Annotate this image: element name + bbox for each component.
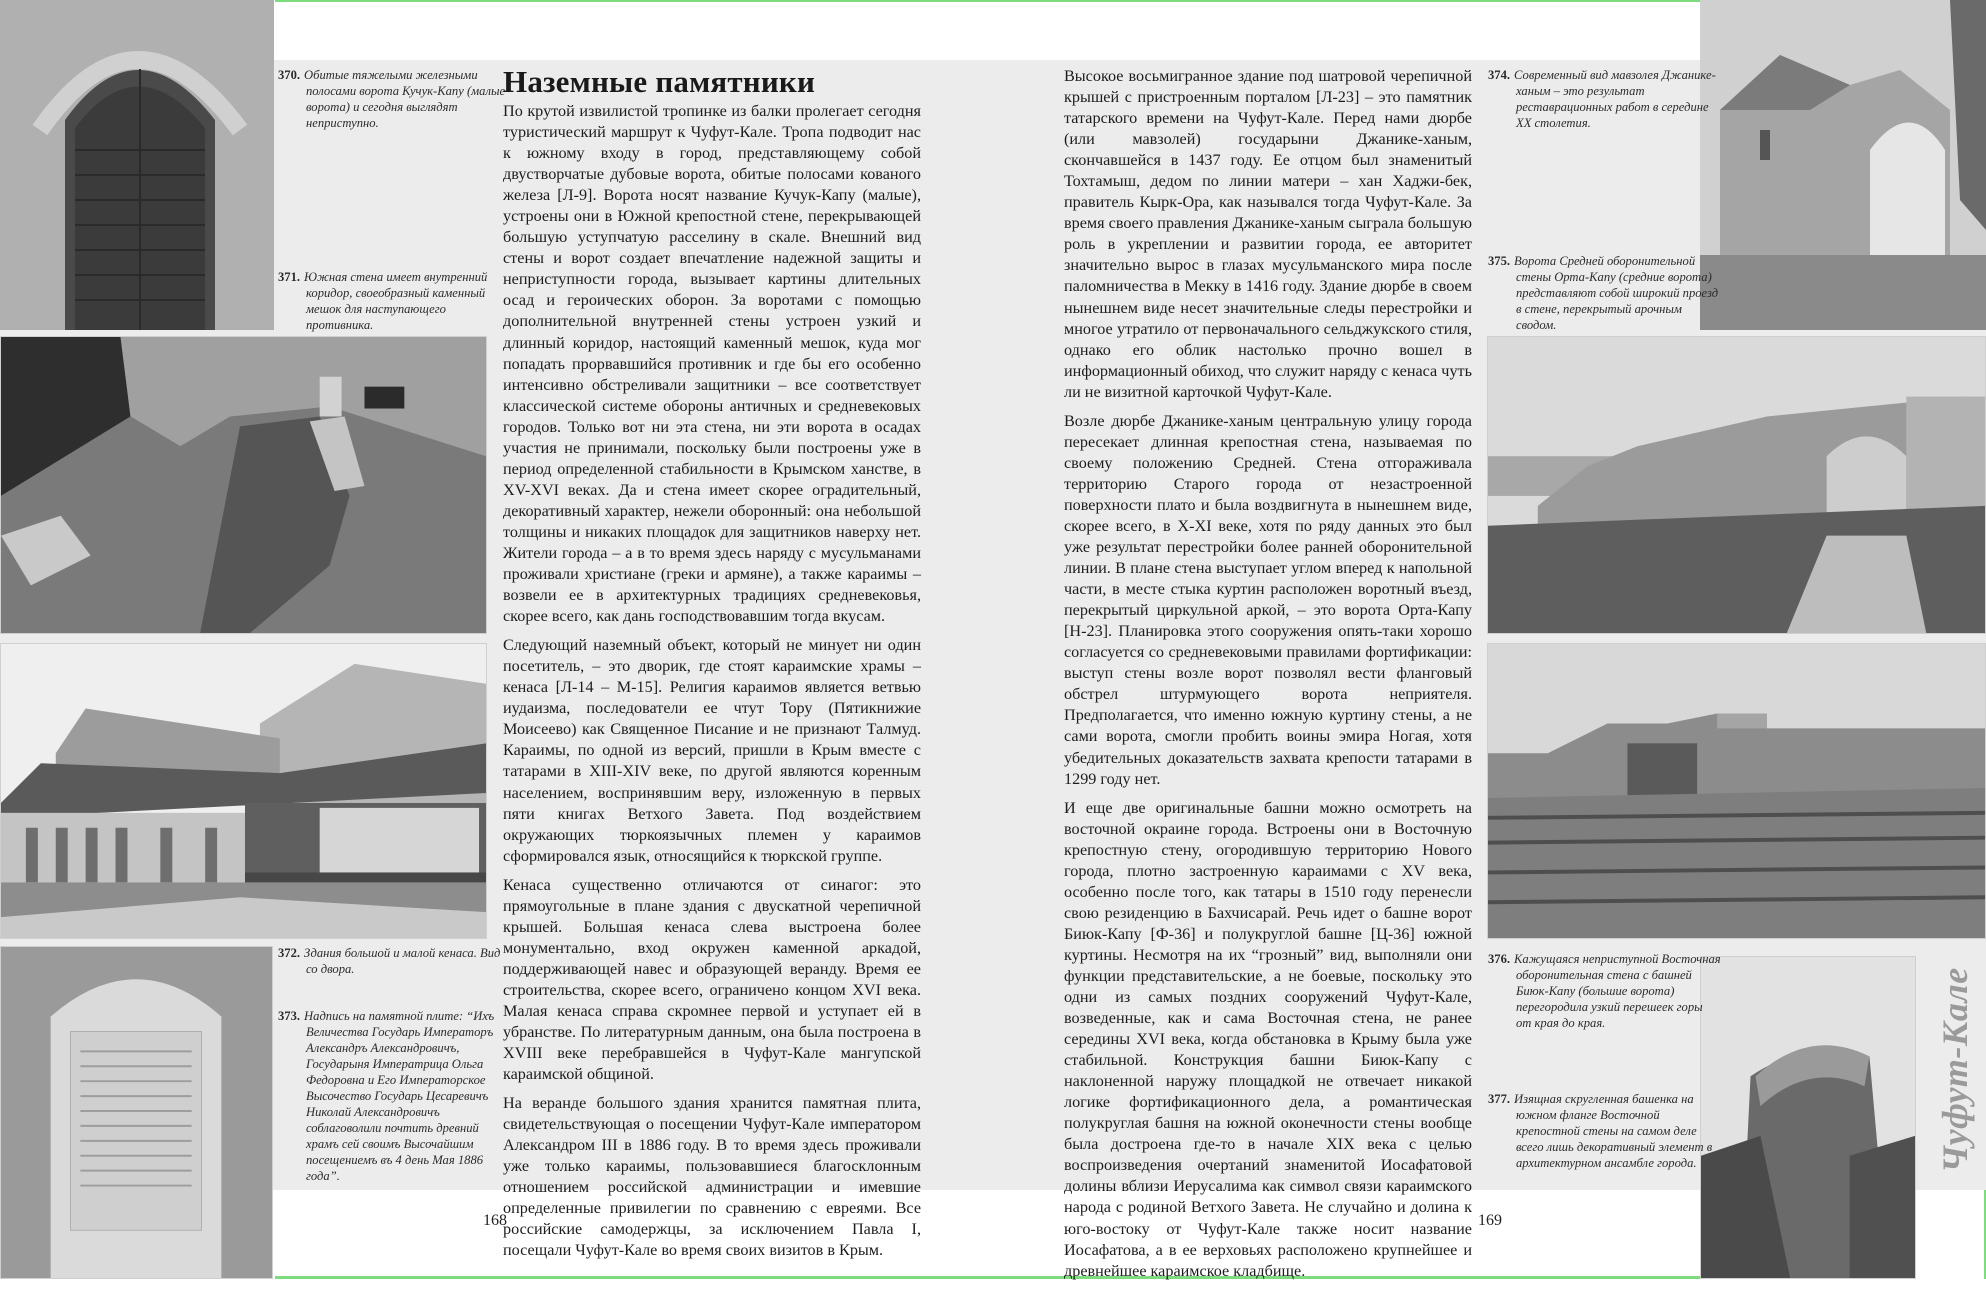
caption-text: Современный вид мавзолея Джанике-ханым – это результат реставрационных работ в середине XX столетия.: [1514, 68, 1716, 130]
caption-text: Ворота Средней оборонительной стены Орта-Капу (средние ворота) представляют собой широкий проезд в стене, перекрытый арочным сводом.: [1514, 254, 1719, 332]
caption-370: [278, 67, 506, 131]
photo-biyuk-kapu-wall: [1487, 643, 1986, 939]
left-text-column: [503, 65, 921, 1270]
mausoleum-illustration: [1700, 0, 1986, 330]
photo-orta-kapu: [1487, 336, 1986, 634]
plaque-illustration: [1, 947, 272, 1278]
biyuk-kapu-illustration: [1488, 644, 1985, 938]
section-heading: Наземные памятники: [503, 64, 816, 99]
caption-371: [278, 269, 506, 333]
right-text-column: [1064, 66, 1472, 1290]
page-number-left: 168: [483, 1212, 507, 1229]
paragraph: Высокое восьмигранное здание под шатровой черепичной крышей с пристроенным порталом [Л-23] – это памятник татарского времени на Чуфут-Кале. Перед нами дюрбе (или мавзолей) государыни Джанике-ханым, скончавшейся в 1437 году. Ее отцом был знаменитый Тохтамыш, дедом по линии матери – хан Хаджи-бек, правитель Кырк-Ора, как назывался тогда Чуфут-Кале. За время своего правления Джанике-ханым сыграла большую роль в укреплении и развитии города, ее авторитет значительно вырос в глазах мусульманского мира после паломничества в Мекку в 1416 году. Здание дюрбе в своем нынешнем виде несет значительные следы перестройки и многое утратило от первоначального сельджукского стиля, однако его облик настолько прочно вошел в информационный обиход, что служит наряду с кенаса чуть ли не визитной карточкой Чуфут-Кале.: [1064, 67, 1473, 401]
caption-373: [278, 1008, 511, 1184]
caption-number: 374.: [1488, 68, 1511, 82]
caption-text: Обитые тяжелыми железными полосами ворота Кучук-Капу (малые ворота) и сегодня выглядят неприступно.: [304, 68, 506, 130]
caption-text: Кажущаяся неприступной Восточная оборонительная стена с башней Биюк-Капу (большие ворота) перегородила узкий перешеек горы от края до края.: [1514, 952, 1721, 1030]
side-title-text: Чуфут-Кале: [1935, 967, 1975, 1173]
frame-top: [275, 0, 1705, 2]
caption-text: Изящная скругленная башенка на южном фланге Восточной крепостной стены на самом деле всего лишь декоративный элемент в архитектурном ансамбле города.: [1514, 1092, 1713, 1170]
caption-376: [1488, 951, 1721, 1031]
caption-372: [278, 945, 506, 977]
photo-kuchuk-kapu-gate: [0, 0, 274, 330]
caption-text: Надпись на памятной плите: “Ихъ Величества Государь Императоръ Александръ Александровичъ, Государыня Императрица Ольга Федоровна и Его Императорское Высочество Государь Цесаревичъ Николай Александровичъ соблаговолили почтить древний храмъ сей своимъ Высочайшим посещениемъ въ 4 день Мая 1886 года”.: [304, 1009, 495, 1183]
photo-south-wall: [0, 336, 487, 634]
photo-memorial-plaque: [0, 946, 273, 1279]
gate-illustration: [0, 0, 274, 330]
caption-375: [1488, 253, 1721, 333]
caption-number: 376.: [1488, 952, 1511, 966]
caption-374: [1488, 67, 1721, 131]
paragraph: Следующий наземный объект, который не минует ни один посетитель, – это дворик, где стоят караимские храмы – кенаса [Л-14 – М-15]. Религия караимов является ветвью иудаизма, последователи ее чтут Тору (Пятикнижие Моисеево) как Священное Писание и не признают Талмуд. Караимы, по одной из версий, пришли в Крым вместе с татарами в XIII-XIV веке, по другой являются коренным населением, воспринявшим веру, изложенную в первых пяти книгах Ветхого Завета. Под воздействием окружающих тюркоязычных племен у караимов сформировался язык, относящийся к тюркской группе.: [503, 636, 921, 865]
caption-377: [1488, 1091, 1721, 1171]
photo-kenasa-courtyard: [0, 643, 487, 939]
paragraph: Возле дюрбе Джанике-ханым центральную улицу города пересекает длинная крепостная стена, называемая по своему положению Средней. Стена отгораживала территорию Старого города от незастроенной поверхности плато и была воздвигнута в нынешнем виде, скорее всего, в X-XI веке, хотя по ряду данных это был уже результат перестройки более ранней оборонительной линии. В плане стена выступает углом вперед к напольной части, в месте стыка куртин расположен воротный въезд, перекрытый циркульной аркой, – это ворота Орта-Капу [Н-23]. Планировка этого сооружения опять-таки хорошо согласуется со средневековыми правилами фортификации: выступ стены возле ворот позволял вести фланговый обстрел штурмующего ворота неприятеля. Предполагается, что именно южную куртину стены, а не сами ворота, смогли пробить воины эмира Ногая, хотя убедительных доказательств захвата крепости татарами в 1299 году нет.: [1064, 411, 1472, 788]
photo-round-tower: [1700, 956, 1916, 1279]
paragraph: И еще две оригинальные башни можно осмотреть на восточной окраине города. Встроены они в Восточную крепостную стену, огородившую территорию Нового города, плотно застроенную караимами с XV века, особенно после того, как татары в 1510 году перенесли свою резиденцию в Бахчисарай. Речь идет о башне ворот Биюк-Капу [Ф-36] и полукруглой башне [Ц-36] южной куртины. Несмотря на их “грозный” вид, выполняли они функции представительские, а не боевые, поскольку это одни из самых поздних сооружений Чуфут-Кале, возведенные, как и сама Восточная стена, не ранее середины XVI века, когда обстановка в Крыму была уже стабильной. Конструкция башни Биюк-Капу с наклоненной наружу площадкой не отвечает никакой логике фортификационного дела, а романтическая полукруглая башня на южной оконечности стены вообще была достроена где-то в начале XIX века с целью воспроизведения очертаний знаменитой Иосафатовой долины вблизи Иерусалима как символ связи караимского народа с родиной Ветхого Завета. Не случайно и долина к юго-востоку от Чуфут-Кале также носит название Иосафатова, а в ее верховьях расположено крупнейшее и древнейшее караимское кладбище.: [1064, 798, 1472, 1280]
south-wall-illustration: [1, 337, 486, 633]
paragraph: На веранде большого здания хранится памятная плита, свидетельствующая о посещении Чуфут-Кале императором Александром III в 1886 году. В то время здесь проживали уже только караимы, пользовавшиеся благосклонным отношением российской администрации и имевшие определенные привилегии по сравнению с евреями. Все российские самодержцы, за исключением Павла I, посещали Чуфут-Кале во время своих визитов в Крым.: [503, 1094, 921, 1260]
paragraph: Кенаса существенно отличаются от синагог: это прямоугольные в плане здания с двускатной черепичной крышей. Большая кенаса слева выстроена более монументально, вход окружен каменной аркадой, поддерживающей навес и образующей веранду. Время ее строительства, скорее всего, ограничено концом XVI века. Малая кенаса справа скромнее первой и уступает ей в убранстве. По литературным данным, она была построена в XVIII веке перебравшейся в Чуфут-Кале мангупской караимской общиной.: [503, 875, 921, 1084]
caption-text: Южная стена имеет внутренний коридор, своеобразный каменный мешок для наступающего противника.: [304, 270, 488, 332]
photo-mausoleum: [1700, 0, 1986, 330]
caption-text: Здания большой и малой кенаса. Вид со двора.: [304, 946, 501, 976]
page-number-right: 169: [1478, 1212, 1502, 1229]
round-tower-illustration: [1701, 957, 1915, 1278]
vertical-section-title: [1930, 950, 1980, 1190]
caption-number: 371.: [278, 270, 301, 284]
kenasa-illustration: [1, 644, 486, 938]
caption-number: 377.: [1488, 1092, 1511, 1106]
caption-number: 372.: [278, 946, 301, 960]
caption-number: 373.: [278, 1009, 301, 1023]
paragraph: По крутой извилистой тропинке из балки пролегает сегодня туристический маршрут к Чуфут-Кале. Тропа подводит нас к южному входу в город, представляющему собой двустворчатые дубовые ворота, обитые полосами кованого железа [Л-9]. Ворота носят название Кучук-Капу (малые), устроены они в Южной крепостной стене, перекрывающей большую уступчатую расселину в скале. Внешний вид стены и ворот создает впечатление надежной защиты и неприступности города, вызывает картины длительных осад и героических оборон. За воротами с помощью дополнительной внутренней стены устроен узкий и длинный коридор, настоящий каменный мешок, куда мог попадать прорвавшийся противник и где бы его особенно интенсивно обстреливали защитники – все соответствует классической системе обороны античных и средневековых городов. Только вот ни эта стена, ни эти ворота в осадах участия не принимали, поскольку были построены уже в период определенной стабильности в Крымском ханстве, в XV-XVI веках. Да и стена имеет скорее оградительный, декоративный характер, нежели оборонный: она небольшой толщины и никаких площадок для защитников наверху нет. Жители города – а в то время здесь наряду с мусульманами проживали христиане (греки и армяне), а также караимы – возвели ее в архитектурных традициях средневековья, скорее всего, как дань господствовавшим тогда вкусам.: [503, 102, 921, 626]
caption-number: 370.: [278, 68, 301, 82]
caption-number: 375.: [1488, 254, 1511, 268]
orta-kapu-illustration: [1488, 337, 1985, 633]
